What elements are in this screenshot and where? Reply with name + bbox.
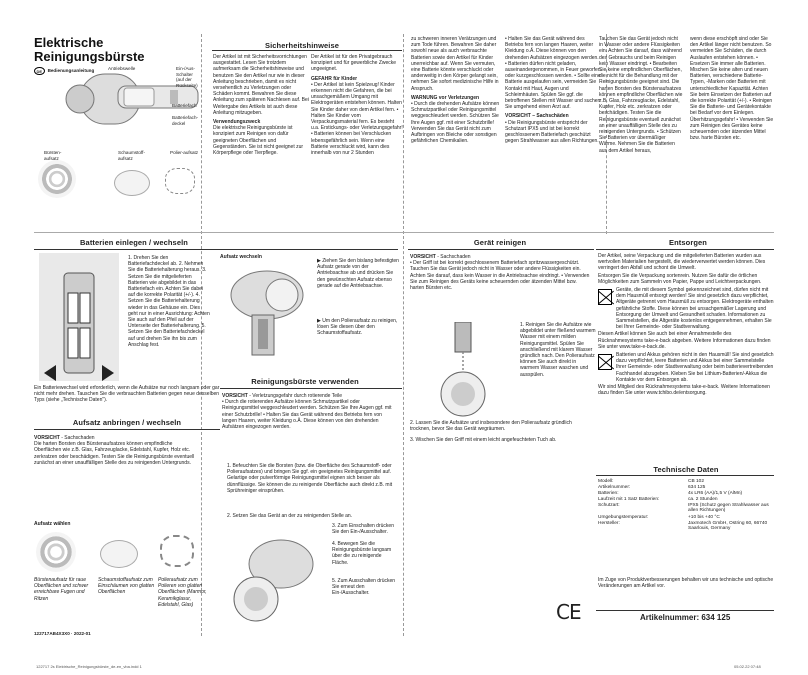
change-illustration	[222, 265, 312, 357]
spec-label: Batterien:	[598, 490, 619, 496]
spec-value: Jaxmotech GmbH, Ostring 60, 66740 Saarlouis, Germany	[688, 520, 768, 531]
spec-label: Umgebungstemperatur:	[598, 514, 649, 520]
label-batteriefach: Batteriefach	[172, 103, 197, 108]
manual-label: Bedienungsanleitung	[47, 68, 95, 74]
safety-col3: zu schweren inneren Verätzungen und zum Tode führen. Bewahren Sie daher sowohl neue als auch verbrauchte Batterien sowie den Artikel für Kinder unerreichbar auf. Wenn Sie vermuten, eine Batterie könnte verschluckt oder anderweitig in den Körper gelangt sein, nehmen Sie sofort medizinische Hilfe in Anspruch. WARNUNG vor Verletzungen • Durch die drehenden Aufsätze können Schmutzpartikel oder Reinigungsmittel weggeschleudert werden. Schützen Sie Ihre Augen ggf. mit einer Schutzbrille! Verwenden Sie das Gerät nicht zum Aufbringen von Bleiche oder sonstigen gefährlichen Chemikalien.	[411, 36, 500, 145]
dispose-text: Der Artikel, seine Verpackung und die mitgelieferten Batterien wurden aus wertvollen Materialien hergestellt, die wiederverwertet werden können. Dies verringert den Abfall und schont die Umwelt. Entsorgen Sie die Verpackung sortenrein. Nutzen Sie dafür die örtlichen Möglichkeiten zum Sammeln von Papier, Pappe und Leichtverpackungen. Geräte, die mit diesem Symbol gekennzeichnet sind, dürfen nicht mit dem Hausmüll entsorgt werden! Sie sind gesetzlich dazu verpflichtet, Altgeräte getrennt vom Hausmüll zu entsorgen. Elektrogeräte enthalten gefährliche Stoffe. Diese können bei unsachgemäßer Lagerung und Entsorgung der Umwelt und Gesundheit schaden. Informationen zu Sammelstellen, die Altgeräte kostenlos entgegennehmen, erhalten Sie bei Ihrer Gemeinde- oder Stadtverwaltung. Diesen Artikel können Sie auch bei einer Annahmestelle des Rücknahmesystems take-e-back abgeben. Weitere Informationen dazu finden Sie unter www.take-e-back.de. Batterien und Akkus gehören nicht in den Hausmüll! Sie sind gesetzlich dazu verpflichtet, leere Batterien und Akkus bei einer Sammelstelle Ihrer Gemeinde- oder Stadtverwaltung oder beim batterievertreibenden Fachhandel abzugeben. Kleben Sie bei Lithium-Batterien/-Akkus die Kontakte vor dem Entsorgen ab. Wir sind Mitglied des Rücknahmesystems take-e-back. Weitere Informationen dazu finden Sie unter www.tchibo.de/entsorgung.	[598, 253, 774, 397]
battery-bin-icon	[598, 354, 612, 370]
tech-table	[598, 478, 774, 531]
footer-left: 122717 2s Elektrische_Reinigungsbürste_de-en_vba.indd 1	[36, 664, 142, 669]
use-illustration	[226, 524, 326, 624]
use-step5: 5. Zum Ausschalten drücken Sie erneut den Ein-/Ausschalter.	[332, 578, 396, 597]
spec-value: 634 125	[688, 484, 706, 490]
footer-right: 05.02.22 07:48	[734, 664, 761, 669]
use-step4: 4. Bewegen Sie die Reinigungsbürste langsam über die zu reinigende Fläche.	[332, 541, 392, 566]
safety-col6: wenn diese erschöpft sind oder Sie den Artikel länger nicht benutzen. So vermeiden Sie Schäden, die durch Auslaufen entstehen können. • Ersetzen Sie immer alle Batterien. Mischen Sie keine alten und neuen Batterien, verschiedene Batterie- Typen, -Marken oder Batterien mit unterschiedlicher Kapazität. Achten Sie beim Einsetzen der Batterien auf die korrekte Polarität (+/-). • Reinigen Sie die Batterie- und Gerätekontakte bei Bedarf vor dem Einlegen. Überhitzungsgefahr! • Verwenden Sie zum Reinigen des Gerätes keine scheuernden oder ätzenden Mittel bzw. harte Bürsten etc.	[690, 36, 774, 142]
tech-title: Technische Daten	[653, 465, 719, 474]
change-step1: ▶ Ziehen Sie den bislang befestigten Aufsatz gerade von der Antriebsachse ab und drücken Sie den gewünschten Aufsatz ebenso gerade auf die Antriebsachse.	[317, 258, 399, 289]
label-switch: Ein-/Aus-Schalter (auf der Rückseite)	[176, 66, 198, 88]
spec-value: ca. 2 Stunden	[688, 497, 718, 503]
option-brush-text: Bürstenaufsatz für raue Oberflächen und schwer erreichbare Fugen und Ritzen	[34, 577, 89, 602]
attach-title: Aufsatz anbringen / wechseln	[72, 418, 182, 427]
label-polier: Polier-aufsatz	[170, 150, 199, 155]
label-deckel: Batteriefach-deckel	[172, 115, 199, 126]
option-foam-text: Schaumstoffaufsatz zum Einschäumen von glatten Oberflächen	[98, 577, 155, 596]
choose-title: Aufsatz wählen	[34, 521, 71, 527]
attach-warning: VORSICHT - Sachschaden Die harten Borsten des Bürstenaufsatzes können empfindliche Oberflächen wie z.B. Glas, Fahrzeuglacke, Edelstahl, Kupfer, Holz etc. zerkratzen oder beschädigen. Testen Sie die Reinigungsbürste eventuell zunächst an einer unauffälligen Stelle des zu reinigenden Untergrunds.	[34, 435, 195, 466]
dispose-title: Entsorgen	[669, 238, 707, 247]
spec-row	[598, 503, 774, 514]
spec-value: IPX5 (Schutz gegen Strahlwasser aus allen Richtungen)	[688, 503, 769, 514]
spec-label: Schutzart:	[598, 503, 620, 509]
change-title: Aufsatz wechseln	[220, 254, 262, 260]
battery-note: Ein Batteriewechsel wird erforderlich, wenn die Aufsätze nur noch langsam oder gar nicht mehr drehen. Tauschen Sie die verbrauchten Batterien gegen neue desselben Typs (siehe „Technische Daten").	[34, 385, 220, 404]
clean-step2: 2. Lassen Sie die Aufsätze und insbesondere den Polieraufsatz gründlich trocknen, bevor Sie das Gerät wegräumen.	[410, 420, 572, 433]
clean-warning: VORSICHT - Sachschaden • Der Griff ist bei korrekt geschlossenem Batteriefach spritzwassergeschützt. Tauchen Sie das Gerät jedoch nicht in Wasser oder andere Flüssigkeiten ein. Achten Sie darauf, dass kein Wasser in die Antriebsachse eindringt. • Verwenden Sie zum Reinigen des Geräts keine scheuernden oder ätzenden Mittel bzw. harten Bürsten etc.	[410, 254, 590, 292]
safety-col2: Der Artikel ist für den Privatgebrauch konzipiert und für gewerbliche Zwecke ungeeignet. GEFAHR für Kinder • Der Artikel ist kein Spielzeug! Kinder erkennen nicht die Gefahren, die bei unsachgemäßem Umgang mit Elektrogeräten entstehen können. Halten Sie Kinder daher von dem Artikel fern. • Halten Sie Kinder vom Verpackungsmaterial fern. Es besteht u.a. Erstickungs- oder Verletzungsgefahr! • Batterien können bei Verschlucken lebensgefährlich sein. Wenn eine Batterie verschluckt wird, kann dies innerhalb von nur 2 Stunden	[311, 54, 403, 157]
spec-label: Laufzeit mit 1 Satz Batterien:	[598, 497, 660, 503]
battery-title: Batterien einlegen / wechseln	[80, 238, 188, 247]
use-title: Reinigungsbürste verwenden	[251, 377, 359, 386]
spec-label: Hersteller:	[598, 520, 620, 526]
foam-head-image	[114, 170, 150, 196]
safety-title: Sicherheitshinweise	[264, 41, 339, 50]
clean-title: Gerät reinigen	[473, 238, 527, 247]
label-schaum: Schaumstoff-aufsatz	[118, 150, 145, 161]
use-step3: 3. Zum Einschalten drücken Sie den Ein-/Ausschalter.	[332, 523, 394, 536]
clean-step3: 3. Wischen Sie den Griff mit einem leicht angefeuchteten Tuch ab.	[410, 437, 557, 443]
brush-head-image	[38, 160, 76, 198]
label-buersten: Bürsten-aufsatz	[44, 150, 62, 161]
battery-steps: 1. Drehen Sie den Batteriefachdeckel ab. 2. Nehmen Sie die Batteriehalterung heraus. 3. Setzen Sie die mitgelieferten Batterien wie abgebildet in das Batteriefach ein. Achten Sie dabei auf die korrekte Polarität (+/-). 4. Setzen Sie die Batteriehalterung wieder in das Gehäuse ein. Dies geht nur in einer Ausrichtung: Achten Sie auch auf den Pfeil auf der Unterseite der Batteriehalterung. 5. Setzen Sie den Batteriefachdeckel auf und drehen Sie ihn bis zum Anschlag fest.	[128, 255, 210, 348]
clean-illustration	[415, 322, 515, 420]
ce-mark-icon: CE	[556, 600, 581, 624]
polish-head-image	[165, 168, 195, 194]
use-step1: 1. Befeuchten Sie die Borsten (bzw. die Oberfläche des Schaumstoff- oder Polieraufsatzes) und bringen Sie ggf. ein geeignetes Reinigungsmittel auf. Gelartige oder pulverförmige Reinigungsmittel eignen sich besser als dünnflüssige. Sie können die zu reinigende Oberfläche auch direkt z.B. mit Sprühreiniger einsprühen.	[227, 463, 393, 494]
safety-col5: Tauchen Sie das Gerät jedoch nicht in Wasser oder andere Flüssigkeiten ein. Achten Sie darauf, dass während des Gebrauchs und beim Reinigen kein Wasser eindringt. • Bearbeiten Sie keine empfindlichen Oberflächen, die nicht für die Behandlung mit der Reinigungsbürste geeignet sind. Die harten Borsten des Bürstenaufsatzes können empfindliche Oberflächen wie z.B. Glas, Fahrzeuglacke, Edelstahl, Kupfer, Holz etc. zerkratzen oder beschädigen. Testen Sie die Reinigungsbürste eventuell zunächst an einer unauffälligen Stelle des zu reinigenden Untergrunds. • Schützen Sie Batterien vor übermäßiger Wärme. Nehmen Sie die Batterien aus dem Artikel heraus,	[599, 36, 683, 154]
clean-step1: 1. Reinigen Sie die Aufsätze wie abgebildet unter fließend warmem Wasser mit einem milden Reinigungsmittel. Spülen Sie anschließend mit klarem Wasser gründlich nach. Den Polieraufsatz können Sie auch direkt in warmem Wasser waschen und ausspülen.	[520, 322, 596, 378]
spec-row	[598, 520, 774, 531]
spec-value: CB 102	[688, 478, 704, 484]
spec-value: 4x LR6 (AA)/1,5 V (AlMn)	[688, 490, 743, 496]
spec-label: Modell:	[598, 478, 614, 484]
tech-note: Im Zuge von Produktverbesserungen behalten wir uns technische und optische Veränderungen am Artikel vor.	[598, 577, 774, 590]
option-polish-image	[160, 535, 194, 567]
spec-label: Artikelnummer:	[598, 484, 631, 490]
option-polish-text: Polieraufsatz zum Polieren von glatten Oberflächen (Marmor, Keramikglasur, Edelstahl, Glas)	[158, 577, 207, 608]
option-brush-image	[36, 532, 76, 572]
weee-bin-icon	[598, 289, 612, 305]
page-title: Elektrische Reinigungsbürste	[34, 35, 145, 64]
change-step2: ▶ Um den Polieraufsatz zu reinigen, lösen Sie diesen über den Schaumstoffaufsatz.	[317, 318, 398, 337]
option-foam-image	[100, 540, 138, 568]
safety-col4: • Halten Sie das Gerät während des Betriebs fern von langen Haaren, weiter Kleidung o.Ä. Diese können von den drehenden Aufsätzen eingezogen werden. • Batterien dürfen nicht geladen, auseinandergenommen, in Feuer geworfen oder kurzgeschlossen werden. • Sollte eine Batterie ausgelaufen sein, vermeiden Sie Kontakt mit Haut, Augen und Schleimhäuten. Spülen Sie ggf. die betroffenen Stellen mit Wasser und suchen Sie umgehend einen Arzt auf. VORSICHT – Sachschäden • Die Reinigungsbürste entspricht der Schutzart IPX5 und ist bei korrekt geschlossenem Batteriefach geschützt gegen Strahlwasser aus allen Richtungen.	[505, 36, 601, 145]
use-step2: 2. Setzen Sie das Gerät an der zu reinigenden Stelle an.	[227, 513, 353, 519]
lang-badge: DE	[34, 67, 45, 75]
use-warning: VORSICHT - Verletzungsgefahr durch rotierende Teile • Durch die rotierenden Aufsätze können Schmutzpartikel oder Reinigungsmittel weggeschleudert werden. Schützen Sie Ihre Augen ggf. mit einer Schutzbrille! • Halten Sie das Gerät während des Betriebs fern von langen Haaren, weiter Kleidung o.Ä. Diese können von den drehenden Aufsätzen eingezogen werden.	[222, 393, 392, 431]
print-code: 122717AB4X3X0 · 2022-01	[34, 631, 91, 636]
battery-diagram	[34, 253, 124, 383]
article-number: Artikelnummer: 634 125	[640, 613, 731, 622]
label-antriebswelle: Antriebswelle	[108, 66, 136, 71]
safety-col1: Der Artikel ist mit Sicherheitsvorrichtungen ausgestattet. Lesen Sie trotzdem aufmerksam die Sicherheitshinweise und benutzen Sie den Artikel nur wie in dieser Anleitung beschrieben, damit es nicht versehentlich zu Verletzungen oder Schäden kommt. Bewahren Sie diese Anleitung zum späteren Nachlesen auf. Bei Weitergabe des Artikels ist auch diese Anleitung mitzugeben. Verwendungszweck Die elektrische Reinigungsbürste ist konzipiert zum Reinigen von dafür geeigneten Oberflächen und Gegenständen. Sie ist nicht geeignet zur Körperpflege oder Tierpflege.	[213, 54, 309, 157]
spec-value: +10 bis +40 °C	[688, 514, 720, 520]
